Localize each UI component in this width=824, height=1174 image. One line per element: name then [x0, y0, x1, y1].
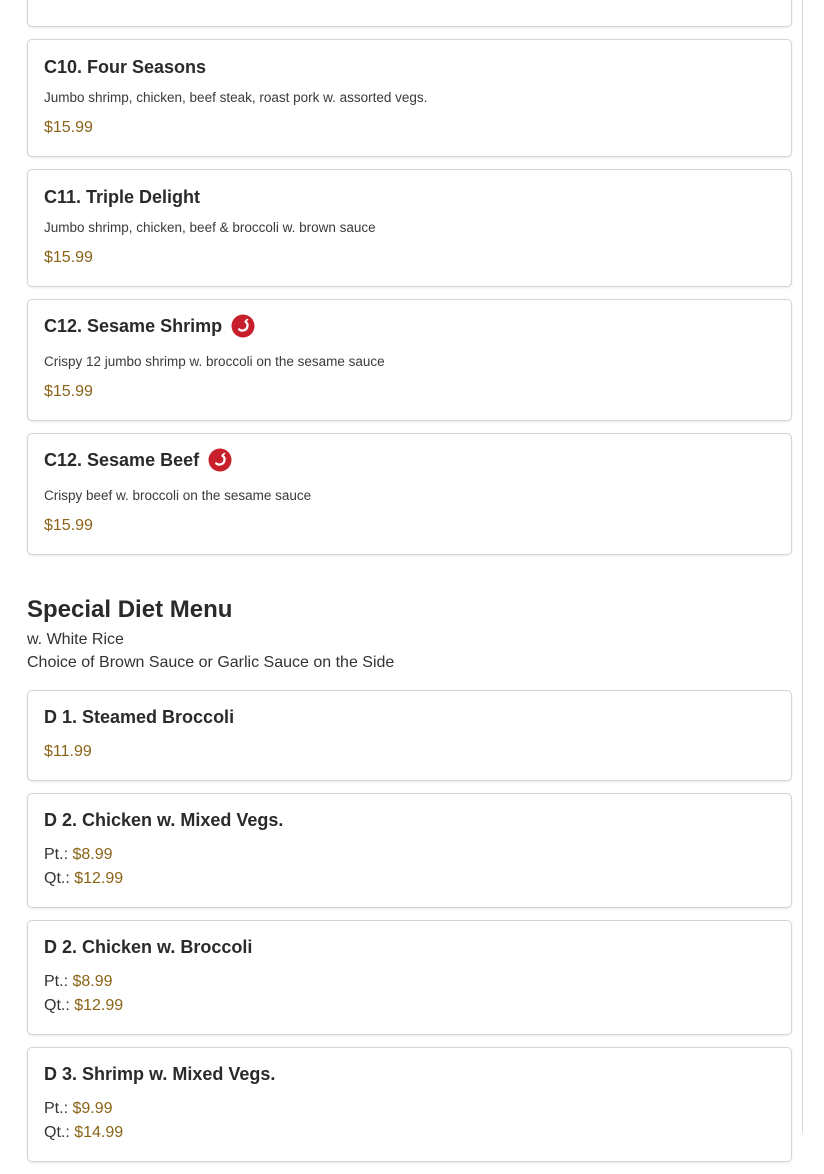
item-name: C10. Four Seasons — [44, 57, 207, 77]
item-description: Jumbo shrimp, chicken, beef steak, roast pork w. assorted vegs. — [44, 90, 428, 105]
item-price: $11.99 — [44, 743, 92, 760]
quart-price-row — [44, 994, 123, 1018]
size-price: $12.99 — [74, 997, 124, 1014]
pint-price-row — [44, 970, 113, 994]
pint-price-row — [44, 1097, 113, 1121]
menu-item-card[interactable] — [27, 169, 792, 287]
menu-item-card[interactable] — [27, 433, 792, 555]
menu-item-card[interactable] — [27, 690, 792, 781]
size-label: Pt.: — [44, 846, 69, 863]
page-scroll-edge — [802, 0, 803, 1133]
item-name: C12. Sesame Beef — [44, 450, 200, 470]
section-subtitle: Choice of Brown Sauce or Garlic Sauce on the Side — [27, 654, 395, 671]
spicy-chili-icon — [231, 314, 255, 338]
size-price: $8.99 — [72, 846, 113, 863]
item-price: $15.99 — [44, 383, 93, 400]
size-price: $14.99 — [74, 1124, 124, 1141]
menu-item-card[interactable] — [27, 39, 792, 157]
item-name: C11. Triple Delight — [44, 187, 201, 207]
item-description: Crispy beef w. broccoli on the sesame sauce — [44, 488, 312, 503]
item-name: D 3. Shrimp w. Mixed Vegs. — [44, 1064, 276, 1084]
item-name: D 1. Steamed Broccoli — [44, 707, 235, 727]
item-price: $15.99 — [44, 517, 93, 534]
spicy-chili-icon — [208, 448, 232, 472]
section-title: Special Diet Menu — [27, 596, 233, 623]
size-label: Qt.: — [44, 997, 70, 1014]
pint-price-row — [44, 843, 113, 867]
size-label: Pt.: — [44, 973, 69, 990]
quart-price-row — [44, 1121, 123, 1145]
section-subtitle: w. White Rice — [27, 631, 124, 648]
item-name: C12. Sesame Shrimp — [44, 316, 223, 336]
item-name-row — [44, 448, 232, 472]
size-price: $12.99 — [74, 870, 124, 887]
item-price: $15.99 — [44, 119, 93, 136]
quart-price-row — [44, 867, 123, 891]
item-description: Jumbo shrimp, chicken, beef & broccoli w. brown sauce — [44, 220, 376, 235]
menu-item-card[interactable] — [27, 920, 792, 1035]
menu-item-card[interactable] — [27, 793, 792, 908]
size-price: $9.99 — [72, 1100, 113, 1117]
item-name: D 2. Chicken w. Mixed Vegs. — [44, 810, 284, 830]
size-label: Qt.: — [44, 870, 70, 887]
menu-item-card[interactable] — [27, 299, 792, 421]
item-description: Crispy 12 jumbo shrimp w. broccoli on the sesame sauce — [44, 354, 385, 369]
size-label: Pt.: — [44, 1100, 69, 1117]
item-name-row — [44, 314, 255, 338]
size-price: $8.99 — [72, 973, 113, 990]
size-label: Qt.: — [44, 1124, 70, 1141]
menu-item-card[interactable] — [27, 1047, 792, 1162]
menu-item-card[interactable] — [27, 0, 792, 27]
item-price: $15.99 — [44, 249, 93, 266]
menu-list — [27, 0, 792, 1174]
item-price — [44, 0, 93, 3]
item-name: D 2. Chicken w. Broccoli — [44, 937, 253, 957]
